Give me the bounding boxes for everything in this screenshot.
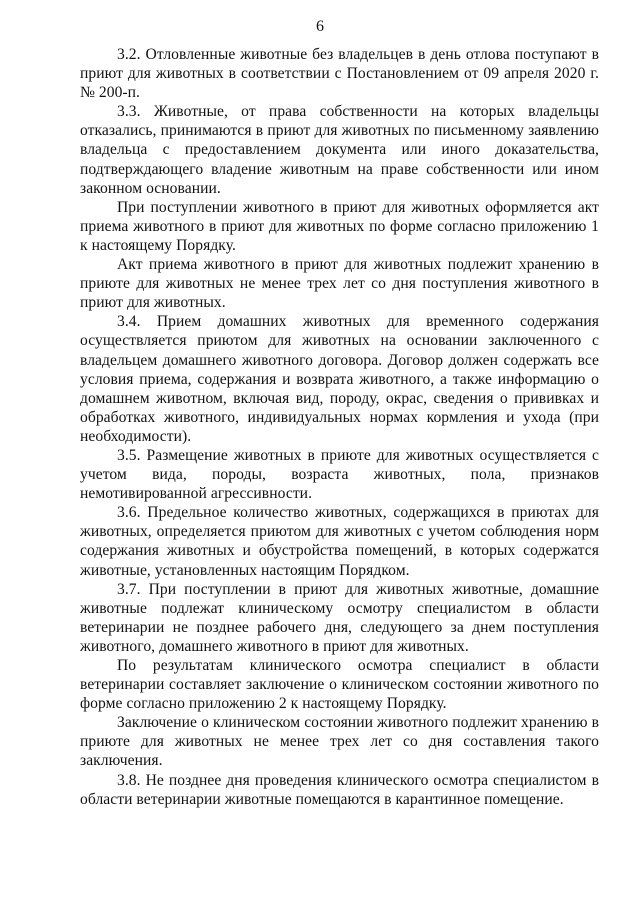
paragraph-3-5: 3.5. Размещение животных в приюте для животных осуществляется с учетом вида, породы, возраста животных, пола, признаков немотивированной агрессивности. <box>80 446 599 503</box>
paragraph-3-3: 3.3. Животные, от права собственности на которых владельцы отказались, принимаются в приют для животных по письменному заявлению владельца с предоставлением документа или иного доказательства, подтверждающего владение животным на праве собственности или ином законном основании. <box>80 103 599 197</box>
paragraph-3-8: 3.8. Не позднее дня проведения клинического осмотра специалистом в области ветеринарии животные помещаются в карантинное помещение. <box>80 771 599 808</box>
paragraph-3-2: 3.2. Отловленные животные без владельцев в день отлова поступают в приют для животных в соответствии с Постановлением от 09 апреля 2020 г. № 200-п. <box>80 46 599 102</box>
paragraph-act-storage: Акт приема животного в приют для животных подлежит хранению в приюте для животных не менее трех лет со дня поступления животного в приют для животных. <box>80 256 599 312</box>
paragraph-3-7: 3.7. При поступлении в приют для животных животные, домашние животные подлежат клиническому осмотру специалистом в области ветеринарии не позднее рабочего дня, следующего за днем поступления животного, домашнего животного в приют для животных. <box>80 580 599 655</box>
paragraph-3-6: 3.6. Предельное количество животных, содержащихся в приютах для животных, определяется приютом для животных с учетом соблюдения норм содержания животных и обустройства помещений, в которых содержатся животные, установленных настоящим Порядком. <box>80 504 599 579</box>
paragraph-3-4: 3.4. Прием домашних животных для временного содержания осуществляется приютом для животных на основании заключенного с владельцем домашнего животного договора. Договор должен содержать все условия приема, содержания и возврата животного, а также информацию о домашнем животном, включая вид, породу, окрас, сведения о прививках и обработках животного, индивидуальных нормах кормления и ухода (при необходимости). <box>80 313 599 445</box>
page-number: 6 <box>316 18 324 35</box>
paragraph-act-registration: При поступлении животного в приют для животных оформляется акт приема животного в приют для животных по форме согласно приложению 1 к настоящему Порядку. <box>80 198 599 254</box>
paragraph-examination-result: По результатам клинического осмотра специалист в области ветеринарии составляет заключение о клиническом состоянии животного по форме согласно приложению 2 к настоящему Порядку. <box>80 657 599 713</box>
paragraph-conclusion-storage: Заключение о клиническом состоянии животного подлежит хранению в приюте для животных не менее трех лет со дня составления такого заключения. <box>80 714 599 770</box>
document-body <box>80 45 599 809</box>
